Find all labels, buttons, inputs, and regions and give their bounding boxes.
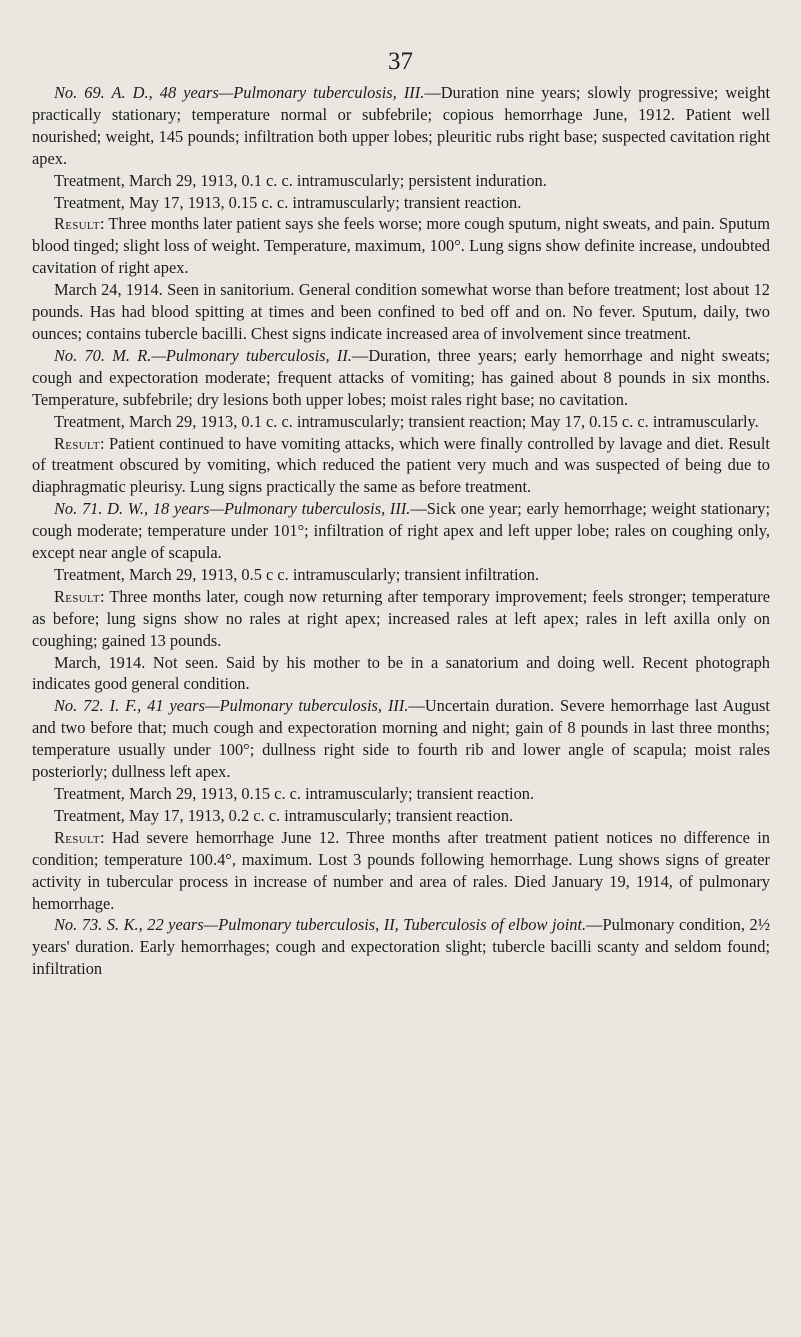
paragraph-text: : Three months later patient says she feels worse; more cough sputum, night sweats, and pain. Sputum blood tinged; slight loss of weight. Temperature, maximum, 100°. Lung signs show definite increase, undoubted cavitation of right apex. [32, 214, 770, 278]
case-heading: No. 73. S. K., 22 years—Pulmonary tuberculosis, II, Tuberculosis of elbow joint. [54, 915, 587, 935]
result-paragraph [32, 433, 770, 499]
body-paragraph [32, 652, 770, 696]
result-label: Result [54, 433, 100, 453]
body-paragraph [32, 192, 770, 214]
page-number: 37 [388, 48, 413, 75]
paragraph-text: Treatment, March 29, 1913, 0.1 c. c. intramuscularly; persistent induration. [54, 170, 547, 190]
paragraph-text: Treatment, March 29, 1913, 0.15 c. c. intramuscularly; transient reaction. [54, 784, 535, 803]
result-paragraph [32, 586, 770, 652]
result-paragraph [32, 827, 770, 915]
case-heading: No. 69. A. D., 48 years—Pulmonary tuberculosis, III. [54, 83, 425, 102]
paragraph-text: Treatment, March 29, 1913, 0.5 c c. intramuscularly; transient infiltration. [54, 564, 540, 584]
paragraph-text: Treatment, March 29, 1913, 0.1 c. c. intramuscularly; transient reaction; May 17, 0.15 c. c. intramuscularly. [54, 411, 759, 431]
body-paragraph [32, 411, 770, 433]
case-heading: No. 71. D. W., 18 years—Pulmonary tuberculosis, III. [54, 499, 411, 519]
body-paragraph [32, 564, 770, 586]
body-paragraph [32, 805, 770, 827]
case-heading: No. 72. I. F., 41 years—Pulmonary tuberculosis, III. [54, 696, 409, 716]
paragraph-text: Treatment, May 17, 1913, 0.2 c. c. intramuscularly; transient reaction. [54, 805, 514, 825]
paragraph-text: —Pulmonary condition, 2½ years' duration. Early hemorrhages; cough and expectoration slight; tubercle bacilli scanty and seldom found; infiltration [32, 915, 770, 979]
body-paragraph [32, 279, 770, 345]
case-paragraph [32, 82, 770, 170]
case-paragraph [32, 914, 770, 980]
paragraph-text: : Three months later, cough now returning after temporary improvement; feels stronger; temperature as before; lung signs show no rales at right apex; increased rales at left apex; rales in left axilla only on coughing; gained 13 pounds. [32, 586, 770, 650]
document-body [32, 82, 770, 980]
paragraph-text: : Patient continued to have vomiting attacks, which were finally controlled by lavage and diet. Result of treatment obscured by vomiting, which reduced the patient very much and was suspected of being due to diaphragmatic pleurisy. Lung signs practically the same as before treatment. [32, 433, 770, 497]
body-paragraph [32, 170, 770, 192]
case-heading: No. 70. M. R.—Pulmonary tuberculosis, II. [54, 345, 352, 365]
case-paragraph [32, 498, 770, 564]
paragraph-text: —Uncertain duration. Severe hemorrhage last August and two before that; much cough and expectoration morning and night; gain of 8 pounds in last three months; temperature usually under 100°; dullness right side to fourth rib and lower angle of scapula; moist rales posteriorly; dullness left apex. [32, 696, 770, 782]
result-label: Result [54, 827, 100, 847]
paragraph-text: March, 1914. Not seen. Said by his mother to be in a sanatorium and doing well. Recent photograph indicates good general condition. [32, 652, 770, 694]
paragraph-text: —Duration nine years; slowly progressive; weight practically stationary; temperature normal or subfebrile; copious hemorrhage June, 1912. Patient well nourished; weight, 145 pounds; infiltration both upper lobes; pleuritic rubs right base; suspected cavitation right apex. [32, 83, 771, 168]
case-paragraph [32, 345, 770, 411]
paragraph-text: : Had severe hemorrhage June 12. Three months after treatment patient notices no difference in condition; temperature 100.4°, maximum. Lost 3 pounds following hemorrhage. Lung shows signs of greater activity in tubercular process in increase of number and area of rales. Died January 19, 1914, of pulmonary hemorrhage. [32, 827, 770, 913]
paragraph-text: Treatment, May 17, 1913, 0.15 c. c. intramuscularly; transient reaction. [54, 192, 522, 212]
result-paragraph [32, 213, 770, 279]
result-label: Result [54, 586, 100, 606]
case-paragraph [32, 695, 770, 783]
paragraph-text: —Sick one year; early hemorrhage; weight stationary; cough moderate; temperature under 101°; infiltration of right apex and left upper lobe; rales on coughing only, except near angle of scapula. [32, 499, 771, 563]
body-paragraph [32, 783, 770, 805]
result-label: Result [54, 214, 100, 234]
paragraph-text: —Duration, three years; early hemorrhage and night sweats; cough and expectoration moderate; frequent attacks of vomiting; has gained about 8 pounds in six months. Temperature, subfebrile; dry lesions both upper lobes; moist rales right base; no cavitation. [32, 345, 771, 409]
paragraph-text: March 24, 1914. Seen in sanitorium. General condition somewhat worse than before treatment; lost about 12 pounds. Has had blood spitting at times and been confined to bed off and on. No fever. Sputum, daily, two ounces; contains tubercle bacilli. Chest signs indicate increased area of involvement since treatment. [32, 280, 770, 343]
